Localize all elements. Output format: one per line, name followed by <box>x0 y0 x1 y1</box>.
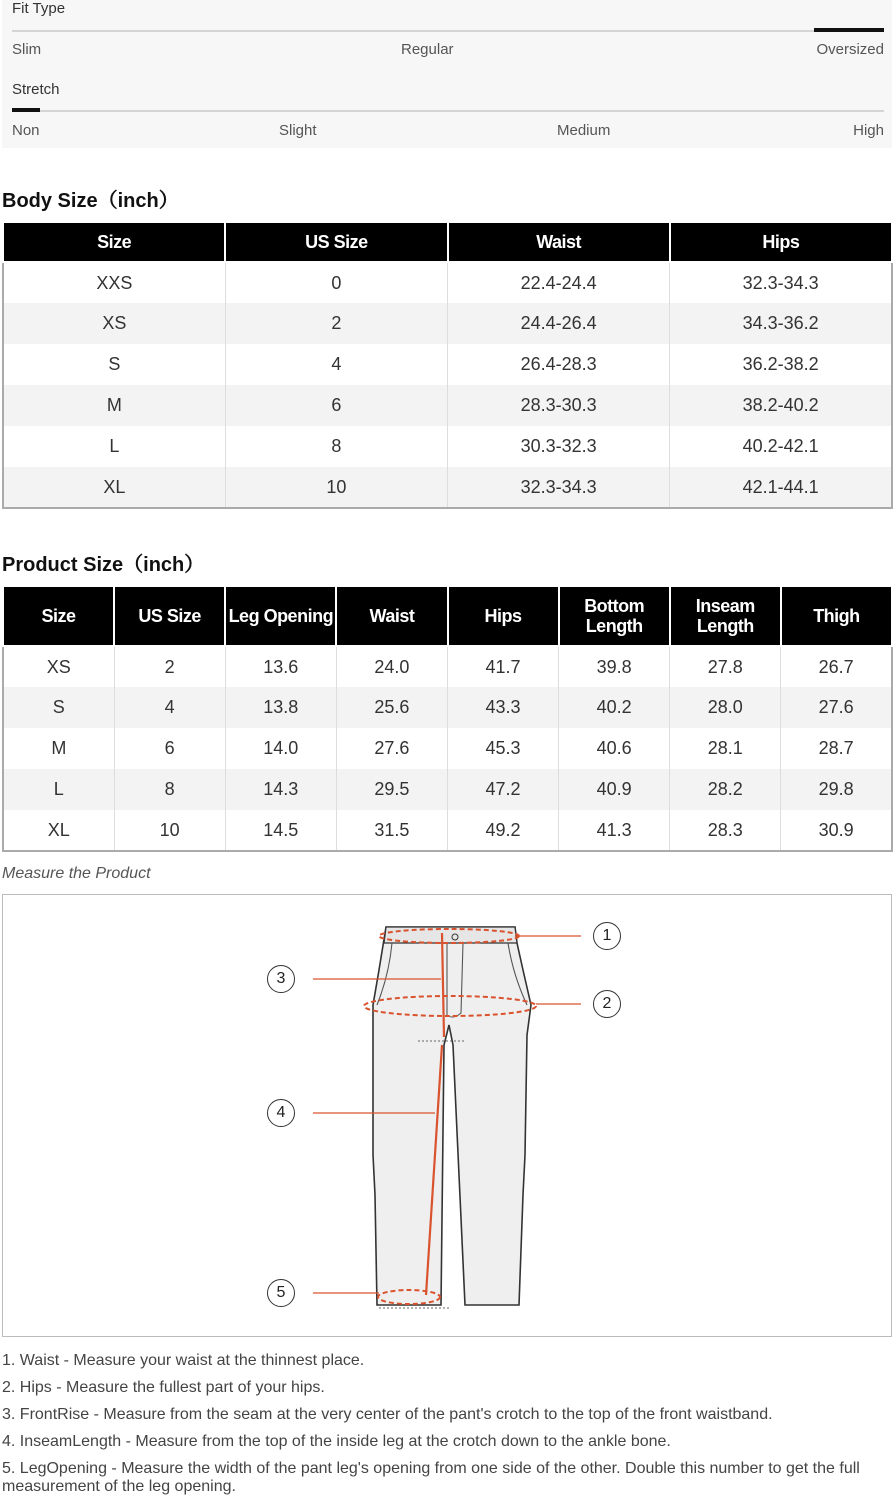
table-cell: 22.4-24.4 <box>448 262 670 303</box>
table-cell: 28.3 <box>670 810 781 851</box>
pants-outline <box>373 927 531 1305</box>
table-cell: 24.0 <box>336 646 447 687</box>
body-size-title: Body Size（inch） <box>2 190 179 212</box>
table-row <box>3 467 892 508</box>
fit-type-title: Fit Type <box>12 0 66 17</box>
table-cell: L <box>3 769 114 810</box>
stretch-selected-marker <box>12 108 40 112</box>
table-cell: 26.4-28.3 <box>448 344 670 385</box>
fit-type-label-regular: Regular <box>401 41 454 58</box>
table-cell: 49.2 <box>448 810 559 851</box>
note-leg-opening: 5. LegOpening - Measure the width of the pant leg's opening from one side of the other. Double this number to get the full measurement of the leg opening. <box>2 1460 860 1495</box>
header-us-size: US Size <box>114 586 225 646</box>
table-cell: XL <box>3 467 225 508</box>
table-row <box>3 426 892 467</box>
table-cell: M <box>3 385 225 426</box>
table-cell: 27.6 <box>781 687 892 728</box>
table-cell: 27.8 <box>670 646 781 687</box>
header-us-size: US Size <box>225 222 447 262</box>
table-row <box>3 344 892 385</box>
stretch-label-slight: Slight <box>279 122 317 139</box>
stretch-label-high: High <box>853 122 884 139</box>
marker-1: 1 <box>593 922 621 950</box>
table-cell: 2 <box>114 646 225 687</box>
table-cell: 41.7 <box>448 646 559 687</box>
table-header-row <box>3 222 892 262</box>
note-front-rise: 3. FrontRise - Measure from the seam at the very center of the pant's crotch to the top of the front waistband. <box>2 1406 773 1423</box>
table-cell: 28.2 <box>670 769 781 810</box>
pants-illustration <box>3 895 893 1338</box>
table-cell: L <box>109 436 120 456</box>
table-cell: 25.6 <box>336 687 447 728</box>
table-cell: 40.6 <box>559 728 670 769</box>
fit-type-selected-marker <box>814 28 884 32</box>
table-cell: 24.4-26.4 <box>448 303 670 344</box>
header-inseam-length: Inseam Length <box>670 586 781 646</box>
table-row <box>3 303 892 344</box>
table-cell: 8 <box>114 769 225 810</box>
stretch-title: Stretch <box>12 81 60 98</box>
stretch-label-medium: Medium <box>557 122 611 139</box>
measurement-notes <box>2 1352 882 1500</box>
table-cell: XL <box>47 819 70 840</box>
stretch-track <box>12 110 884 112</box>
measurement-diagram <box>2 894 892 1337</box>
table-cell: 6 <box>114 728 225 769</box>
table-row <box>3 687 892 728</box>
table-row <box>3 810 892 851</box>
table-row <box>3 728 892 769</box>
table-cell: 29.8 <box>781 769 892 810</box>
table-cell: S <box>108 354 121 374</box>
table-cell: 14.3 <box>225 769 336 810</box>
product-size-title: Product Size（inch） <box>2 554 205 576</box>
fit-stretch-panel <box>2 0 892 148</box>
table-cell: 41.3 <box>559 810 670 851</box>
table-cell: 10 <box>225 467 447 508</box>
header-size: Size <box>3 586 114 646</box>
table-cell: 31.5 <box>336 810 447 851</box>
table-cell: 14.0 <box>225 728 336 769</box>
table-cell: 6 <box>225 385 447 426</box>
table-cell: 40.2-42.1 <box>670 426 892 467</box>
product-size-table <box>2 585 893 852</box>
table-cell: 34.3-36.2 <box>670 303 892 344</box>
table-cell: 13.8 <box>225 687 336 728</box>
table-cell: XXS <box>96 272 133 293</box>
table-cell: 27.6 <box>336 728 447 769</box>
table-cell: 14.5 <box>225 810 336 851</box>
table-cell: 8 <box>225 426 447 467</box>
table-cell: 0 <box>225 262 447 303</box>
header-thigh: Thigh <box>781 586 892 646</box>
table-row <box>3 769 892 810</box>
note-waist: 1. Waist - Measure your waist at the thinnest place. <box>2 1352 365 1369</box>
table-cell: 40.2 <box>559 687 670 728</box>
note-hips: 2. Hips - Measure the fullest part of your hips. <box>2 1379 325 1396</box>
note-inseam: 4. InseamLength - Measure from the top of the inside leg at the crotch down to the ankle bone. <box>2 1433 671 1450</box>
header-leg-opening: Leg Opening <box>225 586 336 646</box>
measure-caption: Measure the Product <box>2 865 151 882</box>
table-cell: 30.9 <box>781 810 892 851</box>
table-cell: 30.3-32.3 <box>448 426 670 467</box>
table-cell: 4 <box>114 687 225 728</box>
table-cell: 26.7 <box>781 646 892 687</box>
table-cell: 10 <box>114 810 225 851</box>
table-cell: 2 <box>225 303 447 344</box>
table-cell: M <box>51 738 67 758</box>
table-cell: 38.2-40.2 <box>670 385 892 426</box>
table-cell: S <box>3 687 114 728</box>
fit-type-label-oversized: Oversized <box>816 41 884 58</box>
marker-2: 2 <box>593 990 621 1018</box>
table-cell: XS <box>3 303 225 344</box>
table-cell: 13.6 <box>225 646 336 687</box>
fit-type-label-slim: Slim <box>12 41 42 58</box>
table-row <box>3 385 892 426</box>
fit-type-track <box>12 30 884 32</box>
table-cell: 29.5 <box>336 769 447 810</box>
table-header-row <box>3 586 892 646</box>
table-cell: 28.7 <box>781 728 892 769</box>
body-size-table <box>2 221 893 509</box>
header-waist: Waist <box>448 222 670 262</box>
table-cell: 39.8 <box>559 646 670 687</box>
header-bottom-length: Bottom Length <box>559 586 670 646</box>
header-hips: Hips <box>670 222 892 262</box>
header-waist: Waist <box>336 586 447 646</box>
table-cell: 40.9 <box>559 769 670 810</box>
table-cell: 42.1-44.1 <box>670 467 892 508</box>
table-cell: 28.0 <box>670 687 781 728</box>
table-cell: 4 <box>225 344 447 385</box>
header-size: Size <box>3 222 225 262</box>
marker-5: 5 <box>267 1279 295 1307</box>
table-cell: XS <box>46 656 71 677</box>
table-row <box>3 646 892 687</box>
table-cell: 47.2 <box>448 769 559 810</box>
table-cell: 28.1 <box>670 728 781 769</box>
table-cell: 28.3-30.3 <box>448 385 670 426</box>
table-cell: 36.2-38.2 <box>670 344 892 385</box>
table-row <box>3 262 892 303</box>
marker-3: 3 <box>267 965 295 993</box>
header-hips: Hips <box>448 586 559 646</box>
table-cell: 43.3 <box>448 687 559 728</box>
stretch-label-non: Non <box>12 122 40 139</box>
marker-4: 4 <box>267 1099 295 1127</box>
table-cell: 45.3 <box>448 728 559 769</box>
table-cell: 32.3-34.3 <box>448 467 670 508</box>
table-cell: 32.3-34.3 <box>670 262 892 303</box>
